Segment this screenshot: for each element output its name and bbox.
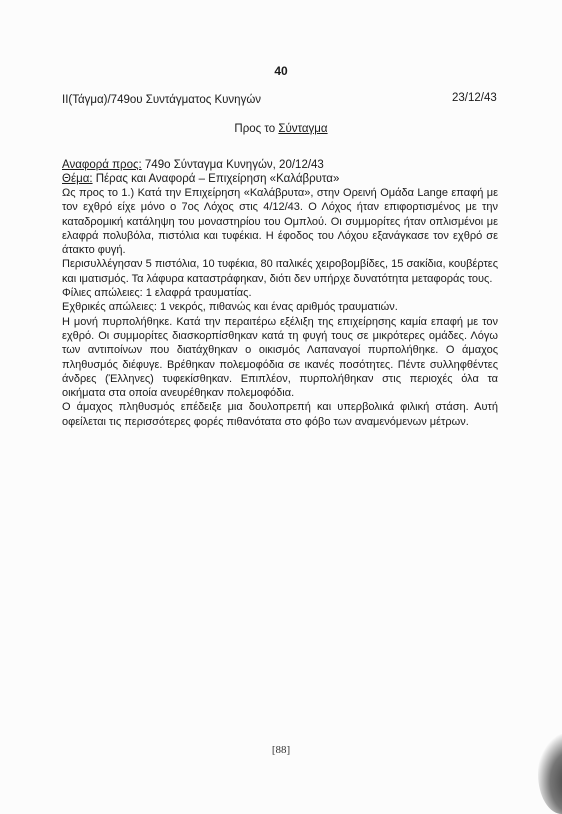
reference-line (62, 158, 339, 172)
reference-block (62, 158, 339, 186)
reference-label: Αναφορά προς: (62, 159, 142, 171)
paragraph: Φίλιες απώλειες: 1 ελαφρά τραυματίας. (62, 287, 252, 300)
recipient-line (0, 123, 562, 135)
paragraph: Ο άμαχος πληθυσμός επέδειξε μια δουλοπρεπή και υπερβολικά φιλική στάση. Αυτή οφείλεται τις περισσότερες φορές πιθανότατα στο φόβο των αναμενόμενων μέτρων. (62, 401, 498, 428)
recipient: Σύνταγμα (278, 123, 328, 135)
report-body (62, 186, 498, 429)
unit-header: II(Τάγμα)/749ου Συντάγματος Κυνηγών (62, 94, 262, 106)
document-date: 23/12/43 (452, 92, 497, 104)
reference-value: 749ο Σύνταγμα Κυνηγών, 20/12/43 (141, 159, 324, 171)
subject-value: Πέρας και Αναφορά – Επιχείρηση «Καλάβρυτα» (92, 173, 340, 185)
recipient-prefix: Προς το (234, 123, 279, 135)
paragraph: Ως προς το 1.) Κατά την Επιχείρηση «Καλάβρυτα», στην Ορεινή Ομάδα Lange επαφή με τον εχθρό είχε μόνο ο 7ος Λόχος στις 4/12/43. Ο Λόχος ήταν επιφορτισμένος με την καταδρομική κατάληψη του μοναστηρίου του Ομπλού. Οι συμμορίτες ήταν οπλισμένοι με ελαφρά πολυβόλα, πιστόλια και τυφέκια. Η έφοδος του Λόχου εξανάγκασε τον εχθρό σε άτακτο φυγή. (62, 187, 498, 257)
paragraph: Εχθρικές απώλειες: 1 νεκρός, πιθανώς και ένας αριθμός τραυματιών. (62, 301, 398, 314)
subject-line (62, 172, 339, 186)
footer-page-number: [88] (271, 744, 291, 756)
paragraph: Η μονή πυρπολήθηκε. Κατά την περαιτέρω εξέλιξη της επιχείρησης καμία επαφή με τον εχθρό. Οι συμμορίτες διασκορπίσθηκαν κατά τη φυγή τους σε μικρότερες ομάδες. Λόγω των αντιποίνων που διατάχθηκαν ο οικισμός Λαπαναγοί πυρπολήθηκε. Ο άμαχος πληθυσμός διέφυγε. Βρέθηκαν πολεμοφόδια σε ικανές ποσότητες. Πέντε συλληφθέντες άνδρες (Έλληνες) τυφεκίσθηκαν. Επιπλέον, πυρπολήθηκαν στις περιοχές όλα τα οικήματα στα οποία ανευρέθηκαν πολεμοφόδια. (62, 315, 498, 400)
page-number: 40 (274, 64, 288, 78)
paragraph: Περισυλλέγησαν 5 πιστόλια, 10 τυφέκια, 80 ιταλικές χειροβομβίδες, 15 σακίδια, κουβέρτες και ιματισμός. Τα λάφυρα καταστράφηκαν, διότι δεν υπήρχε δυνατότητα μεταφοράς τους. (62, 258, 498, 285)
subject-label: Θέμα: (62, 173, 93, 185)
